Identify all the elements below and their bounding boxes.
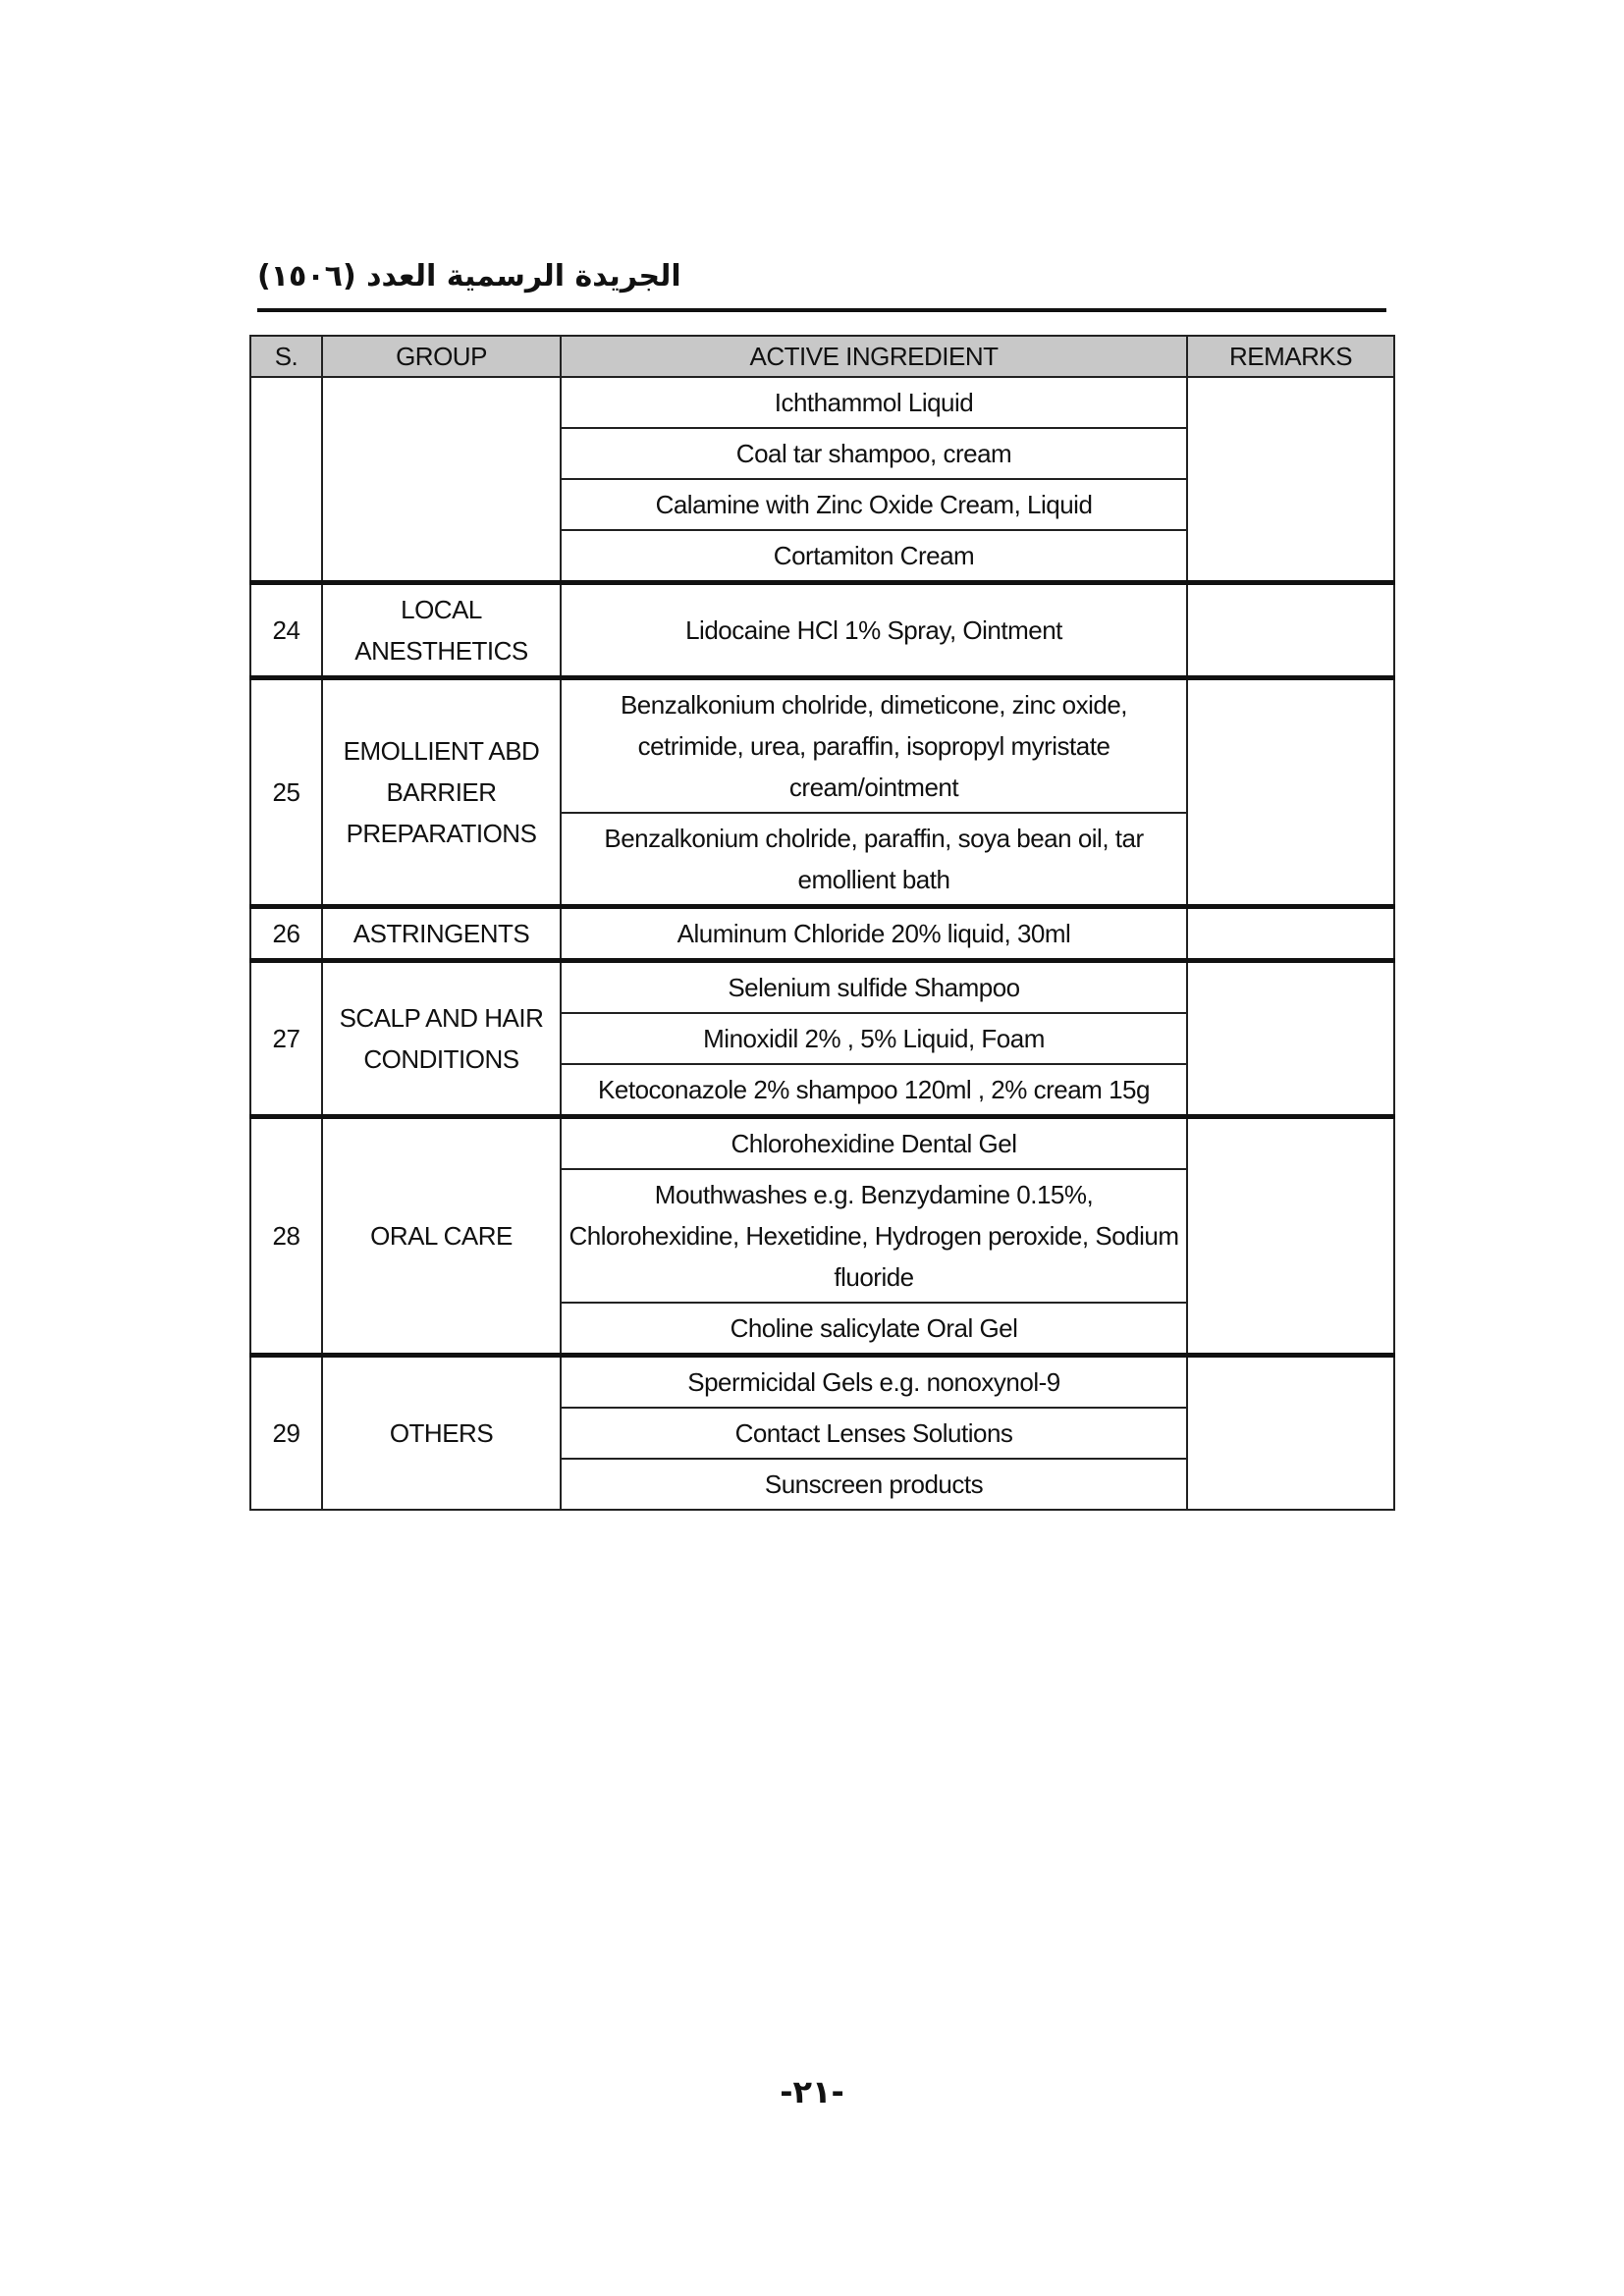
table-row bbox=[250, 377, 1394, 428]
page-number: -٢١- bbox=[780, 2073, 844, 2110]
group-cell: ORAL CARE bbox=[322, 1117, 561, 1356]
serial-cell: 25 bbox=[250, 678, 322, 907]
remarks-cell bbox=[1187, 678, 1394, 907]
page-header bbox=[257, 257, 1386, 312]
ingredient-cell: Benzalkonium cholride, dimeticone, zinc oxide, cetrimide, urea, paraffin, isopropyl myristate cream/ointment bbox=[561, 678, 1187, 814]
group-cell: LOCAL ANESTHETICS bbox=[322, 583, 561, 678]
gazette-title: الجريدة الرسمية العدد (١٥٠٦) bbox=[257, 259, 681, 294]
ingredient-cell: Contact Lenses Solutions bbox=[561, 1408, 1187, 1459]
ingredient-cell: Ichthammol Liquid bbox=[561, 377, 1187, 428]
serial-cell: 27 bbox=[250, 961, 322, 1117]
ingredient-cell: Aluminum Chloride 20% liquid, 30ml bbox=[561, 907, 1187, 961]
ingredient-cell: Selenium sulfide Shampoo bbox=[561, 961, 1187, 1014]
ingredient-cell: Chlorohexidine Dental Gel bbox=[561, 1117, 1187, 1170]
table-row bbox=[250, 907, 1394, 961]
table-row bbox=[250, 583, 1394, 678]
active-ingredients-table bbox=[249, 335, 1395, 1511]
serial-cell: 24 bbox=[250, 583, 322, 678]
group-cell: OTHERS bbox=[322, 1356, 561, 1511]
ingredient-cell: Mouthwashes e.g. Benzydamine 0.15%, Chlorohexidine, Hexetidine, Hydrogen peroxide, Sodium fluoride bbox=[561, 1169, 1187, 1303]
table-header-row bbox=[250, 336, 1394, 377]
group-cell: EMOLLIENT ABD BARRIER PREPARATIONS bbox=[322, 678, 561, 907]
remarks-cell bbox=[1187, 961, 1394, 1117]
ingredient-cell: Cortamiton Cream bbox=[561, 530, 1187, 583]
ingredient-cell: Benzalkonium cholride, paraffin, soya bean oil, tar emollient bath bbox=[561, 813, 1187, 907]
table-row bbox=[250, 961, 1394, 1014]
ingredient-cell: Sunscreen products bbox=[561, 1459, 1187, 1510]
serial-cell: 29 bbox=[250, 1356, 322, 1511]
group-cell bbox=[322, 377, 561, 583]
ingredient-cell: Choline salicylate Oral Gel bbox=[561, 1303, 1187, 1356]
ingredient-cell: Coal tar shampoo, cream bbox=[561, 428, 1187, 479]
ingredient-cell: Ketoconazole 2% shampoo 120ml , 2% cream 15g bbox=[561, 1064, 1187, 1117]
serial-cell: 26 bbox=[250, 907, 322, 961]
serial-cell bbox=[250, 377, 322, 583]
remarks-cell bbox=[1187, 583, 1394, 678]
serial-cell: 28 bbox=[250, 1117, 322, 1356]
ingredient-cell: Calamine with Zinc Oxide Cream, Liquid bbox=[561, 479, 1187, 530]
remarks-cell bbox=[1187, 1117, 1394, 1356]
remarks-cell bbox=[1187, 377, 1394, 583]
column-header-s: S. bbox=[250, 336, 322, 377]
group-cell: SCALP AND HAIR CONDITIONS bbox=[322, 961, 561, 1117]
column-header-group: GROUP bbox=[322, 336, 561, 377]
column-header-remarks: REMARKS bbox=[1187, 336, 1394, 377]
table-row bbox=[250, 1117, 1394, 1170]
ingredient-cell: Minoxidil 2% , 5% Liquid, Foam bbox=[561, 1013, 1187, 1064]
remarks-cell bbox=[1187, 907, 1394, 961]
table-row bbox=[250, 678, 1394, 814]
column-header-active-ingredient: ACTIVE INGREDIENT bbox=[561, 336, 1187, 377]
ingredient-cell: Spermicidal Gels e.g. nonoxynol-9 bbox=[561, 1356, 1187, 1409]
group-cell: ASTRINGENTS bbox=[322, 907, 561, 961]
table-row bbox=[250, 1356, 1394, 1409]
ingredient-cell: Lidocaine HCl 1% Spray, Ointment bbox=[561, 583, 1187, 678]
remarks-cell bbox=[1187, 1356, 1394, 1511]
